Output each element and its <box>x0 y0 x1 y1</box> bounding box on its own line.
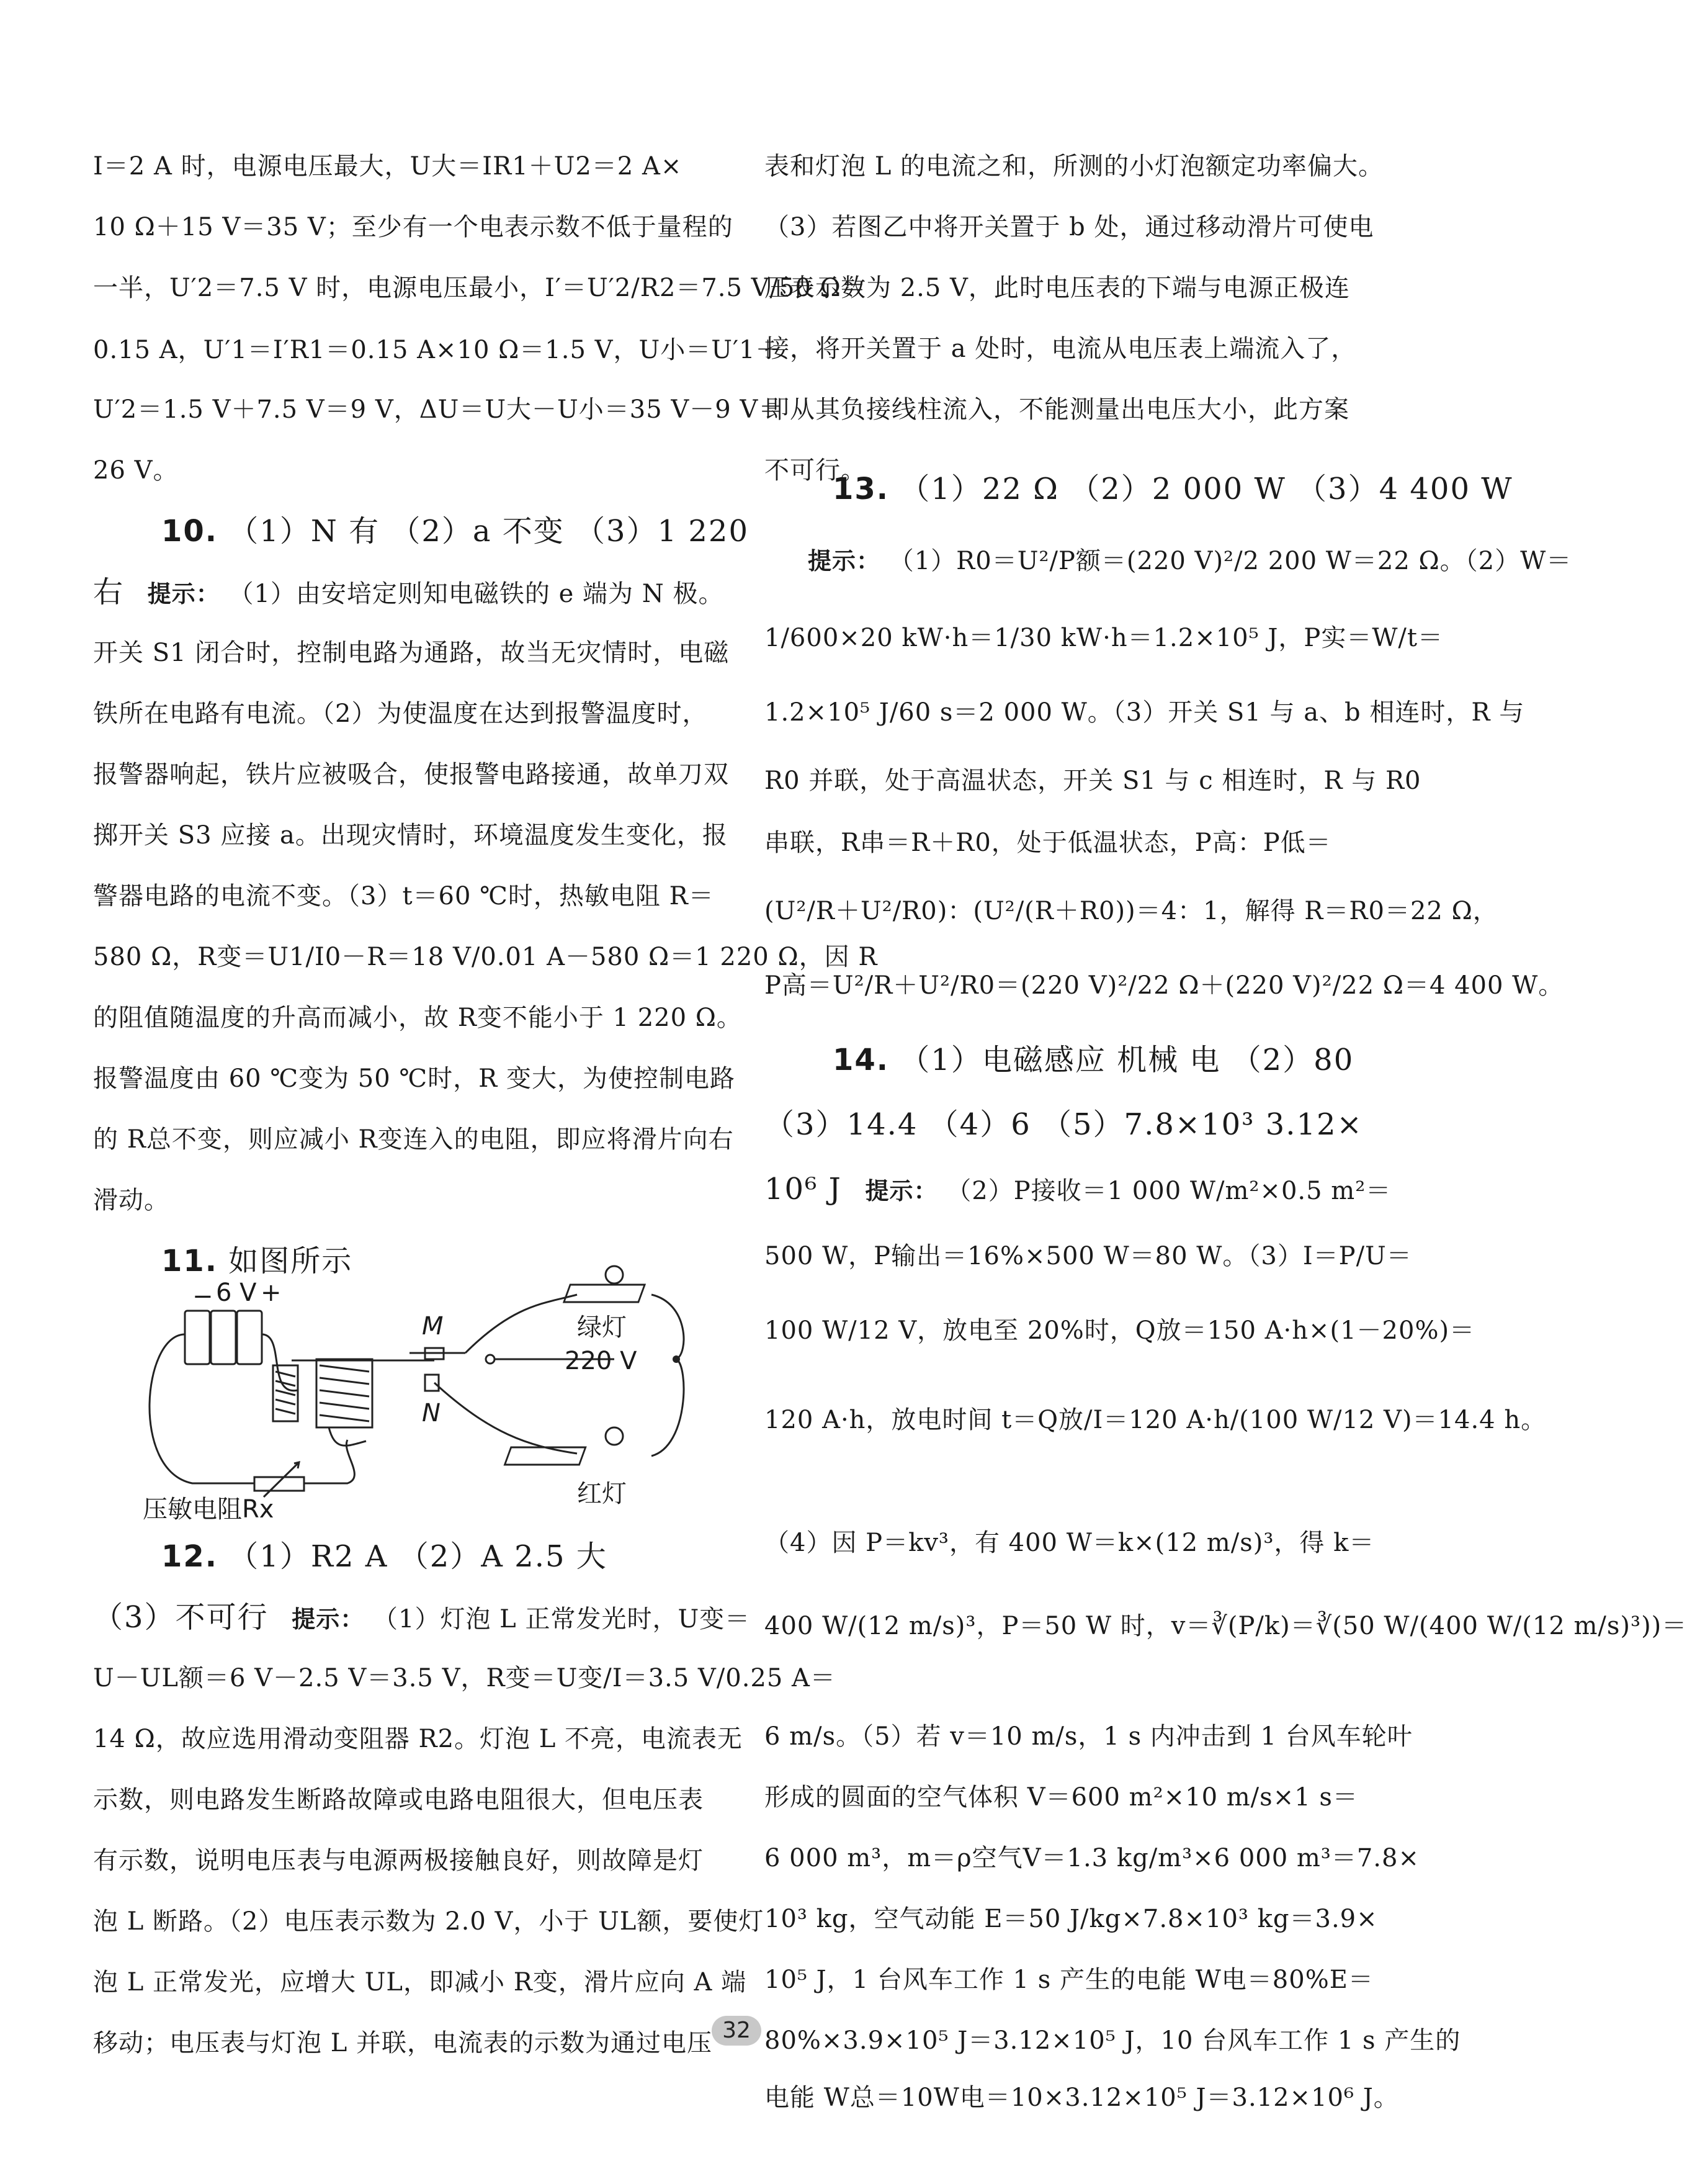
battery-minus: − <box>192 1282 213 1311</box>
q13-number: 13. <box>833 472 890 506</box>
voltage-label: 220 V <box>565 1347 637 1375</box>
q10-hint-first: （1）由安培定则知电磁铁的 e 端为 N 极。 <box>228 580 724 608</box>
q12-number: 12. <box>161 1539 218 1574</box>
text-line: 6 000 m³，m＝ρ空气V＝1.3 kg/m³×6 000 m³＝7.8× <box>764 1844 1420 1872</box>
text-line: 的 R总不变，则应减小 R变连入的电阻，即应将滑片向右 <box>93 1125 734 1154</box>
resistor-label: 压敏电阻Rx <box>143 1495 274 1524</box>
text-line: 电能 W总＝10W电＝10×3.12×10⁵ J＝3.12×10⁶ J。 <box>764 2083 1399 2112</box>
text-line: 接，将开关置于 a 处时，电流从电压表上端流入了， <box>764 335 1357 363</box>
q10-hint-line <box>93 570 723 616</box>
text-line: 80%×3.9×10⁵ J＝3.12×10⁵ J，10 台风车工作 1 s 产生的 <box>764 2026 1461 2055</box>
text-line: 一半，U′2＝7.5 V 时，电源电压最小，I′＝U′2/R2＝7.5 V/50 Ω＝ <box>93 274 867 302</box>
text-line: （3）若图乙中将开关置于 b 处，通过移动滑片可使电 <box>764 213 1374 241</box>
text-line: 0.15 A，U′1＝I′R1＝0.15 A×10 Ω＝1.5 V，U小＝U′1＋ <box>93 336 781 364</box>
battery-plus: + <box>261 1278 282 1307</box>
q14-hint-label: 提示： <box>865 1177 938 1205</box>
green-lamp-label: 绿灯 <box>577 1313 627 1342</box>
text-line: 有示数，说明电压表与电源两极接触良好，则故障是灯 <box>93 1846 704 1875</box>
page-number: 32 <box>712 2016 761 2046</box>
text-line: 开关 S1 闭合时，控制电路为通路，故当无灾情时，电磁 <box>93 639 730 667</box>
text-line: 滑动。 <box>93 1186 169 1215</box>
q10-answer-tail: 右 <box>93 575 125 609</box>
q12-answer-second: （3）不可行 <box>93 1600 269 1635</box>
text-line: 10 Ω＋15 V＝35 V；至少有一个电表示数不低于量程的 <box>93 213 733 241</box>
q14-hint-line <box>764 1167 1391 1213</box>
q13-hint-label: 提示： <box>808 547 881 575</box>
text-line: 500 W，P输出＝16%×500 W＝80 W。（3）I＝P/U＝ <box>764 1242 1412 1270</box>
text-line: 26 V。 <box>93 456 179 485</box>
text-line: 压表示数为 2.5 V，此时电压表的下端与电源正极连 <box>764 274 1350 302</box>
text-line: 表和灯泡 L 的电流之和，所测的小灯泡额定功率偏大。 <box>764 152 1384 181</box>
q10-answer-text: （1）N 有 （2）a 不变 （3）1 220 <box>228 514 749 549</box>
text-line: 14 Ω，故应选用滑动变阻器 R2。灯泡 L 不亮，电流表无 <box>93 1725 743 1753</box>
q13-hint-first: （1）R0＝U²/P额＝(220 V)²/2 200 W＝22 Ω。（2）W＝ <box>888 547 1572 575</box>
contact-n-label: N <box>422 1399 441 1427</box>
q13-answer-text: （1）22 Ω （2）2 000 W （3）4 400 W <box>900 472 1513 506</box>
text-line: U′2＝1.5 V＋7.5 V＝9 V，ΔU＝U大－U小＝35 V－9 V＝ <box>93 395 784 424</box>
text-line: 6 m/s。（5）若 v＝10 m/s，1 s 内冲击到 1 台风车轮叶 <box>764 1722 1413 1751</box>
text-line: 1.2×10⁵ J/60 s＝2 000 W。（3）开关 S1 与 a、b 相连时，R 与 <box>764 698 1525 727</box>
text-line: 10³ kg，空气动能 E＝50 J/kg×7.8×10³ kg＝3.9× <box>764 1905 1378 1933</box>
text-line: 形成的圆面的空气体积 V＝600 m²×10 m/s×1 s＝ <box>764 1783 1358 1812</box>
q11-text: 如图所示 <box>228 1244 353 1278</box>
q12-hint-label: 提示： <box>292 1606 365 1633</box>
q11-number: 11. <box>161 1244 218 1278</box>
text-line: 泡 L 正常发光，应增大 UL，即减小 R变，滑片应向 A 端 <box>93 1968 747 1997</box>
q14-answer-second: （3）14.4 （4）6 （5）7.8×10³ 3.12× <box>764 1107 1363 1142</box>
text-line: R0 并联，处于高温状态，开关 S1 与 c 相连时，R 与 R0 <box>764 766 1421 795</box>
q10-number: 10. <box>161 514 218 549</box>
text-line: U－UL额＝6 V－2.5 V＝3.5 V，R变＝U变/I＝3.5 V/0.25 A＝ <box>93 1664 836 1692</box>
q14-answer <box>833 1038 1354 1082</box>
q10-hint-label: 提示： <box>147 580 220 608</box>
text-line: 警器电路的电流不变。（3）t＝60 ℃时，热敏电阻 R＝ <box>93 882 714 910</box>
q14-answer-text: （1）电磁感应 机械 电 （2）80 <box>900 1043 1354 1077</box>
q13-answer <box>833 467 1513 511</box>
red-lamp-label: 红灯 <box>577 1480 627 1508</box>
q12-hint-first: （1）灯泡 L 正常发光时，U变＝ <box>373 1605 751 1634</box>
text-line: （4）因 P＝kv³，有 400 W＝k×(12 m/s)³，得 k＝ <box>764 1529 1375 1557</box>
text-line: 示数，则电路发生断路故障或电路电阻很大，但电压表 <box>93 1786 704 1814</box>
battery-label: 6 V <box>216 1278 257 1307</box>
text-line: 400 W/(12 m/s)³，P＝50 W 时，v＝∛(P/k)＝∛(50 W/(400 W/(12 m/s)³))＝ <box>764 1612 1687 1640</box>
text-line: 掷开关 S3 应接 a。出现灾情时，环境温度发生变化，报 <box>93 821 728 850</box>
q12-answer <box>161 1534 607 1579</box>
text-line: 的阻值随温度的升高而减小，故 R变不能小于 1 220 Ω。 <box>93 1004 742 1032</box>
text-line: 100 W/12 V，放电至 20%时，Q放＝150 A·h×(1－20%)＝ <box>764 1316 1475 1345</box>
q12-hint-line <box>93 1595 750 1642</box>
text-line: 1/600×20 kW·h＝1/30 kW·h＝1.2×10⁵ J，P实＝W/t＝ <box>764 624 1443 652</box>
circuit-diagram <box>143 1266 689 1524</box>
text-line: 报警温度由 60 ℃变为 50 ℃时，R 变大，为使控制电路 <box>93 1064 735 1093</box>
text-line: I＝2 A 时，电源电压最大，U大＝IR1＋U2＝2 A× <box>93 152 682 181</box>
text-line: (U²/R＋U²/R0)：(U²/(R＋R0))＝4：1，解得 R＝R0＝22 Ω， <box>764 897 1498 925</box>
contact-m-label: M <box>422 1312 444 1341</box>
q13-hint-line <box>808 539 1572 583</box>
text-line: P高＝U²/R＋U²/R0＝(220 V)²/22 Ω＋(220 V)²/22 Ω＝4 400 W。 <box>764 971 1564 1000</box>
text-line: 串联，R串＝R＋R0，处于低温状态，P高：P低＝ <box>764 829 1331 857</box>
text-line: 不可行。 <box>764 456 866 485</box>
text-line: 580 Ω，R变＝U1/I0－R＝18 V/0.01 A－580 Ω＝1 220 Ω，因 R <box>93 943 878 971</box>
text-line: 120 A·h，放电时间 t＝Q放/I＝120 A·h/(100 W/12 V)＝14.4 h。 <box>764 1406 1547 1434</box>
q14-answer-third: 10⁶ J <box>764 1172 842 1207</box>
text-line: 报警器响起，铁片应被吸合，使报警电路接通，故单刀双 <box>93 760 729 789</box>
q14-hint-first: （2）P接收＝1 000 W/m²×0.5 m²＝ <box>946 1177 1392 1205</box>
text-line: 泡 L 断路。（2）电压表示数为 2.0 V，小于 UL额，要使灯 <box>93 1907 764 1936</box>
q14-number: 14. <box>833 1043 890 1077</box>
text-line: 铁所在电路有电流。（2）为使温度在达到报警温度时， <box>93 699 708 728</box>
text-line: 即从其负接线柱流入，不能测量出电压大小，此方案 <box>764 395 1349 424</box>
q10-answer <box>161 509 749 554</box>
text-line: 移动；电压表与灯泡 L 并联，电流表的示数为通过电压 <box>93 2029 712 2057</box>
text-line: 10⁵ J，1 台风车工作 1 s 产生的电能 W电＝80%E＝ <box>764 1966 1374 1994</box>
q12-answer-text: （1）R2 A （2）A 2.5 大 <box>228 1539 607 1574</box>
